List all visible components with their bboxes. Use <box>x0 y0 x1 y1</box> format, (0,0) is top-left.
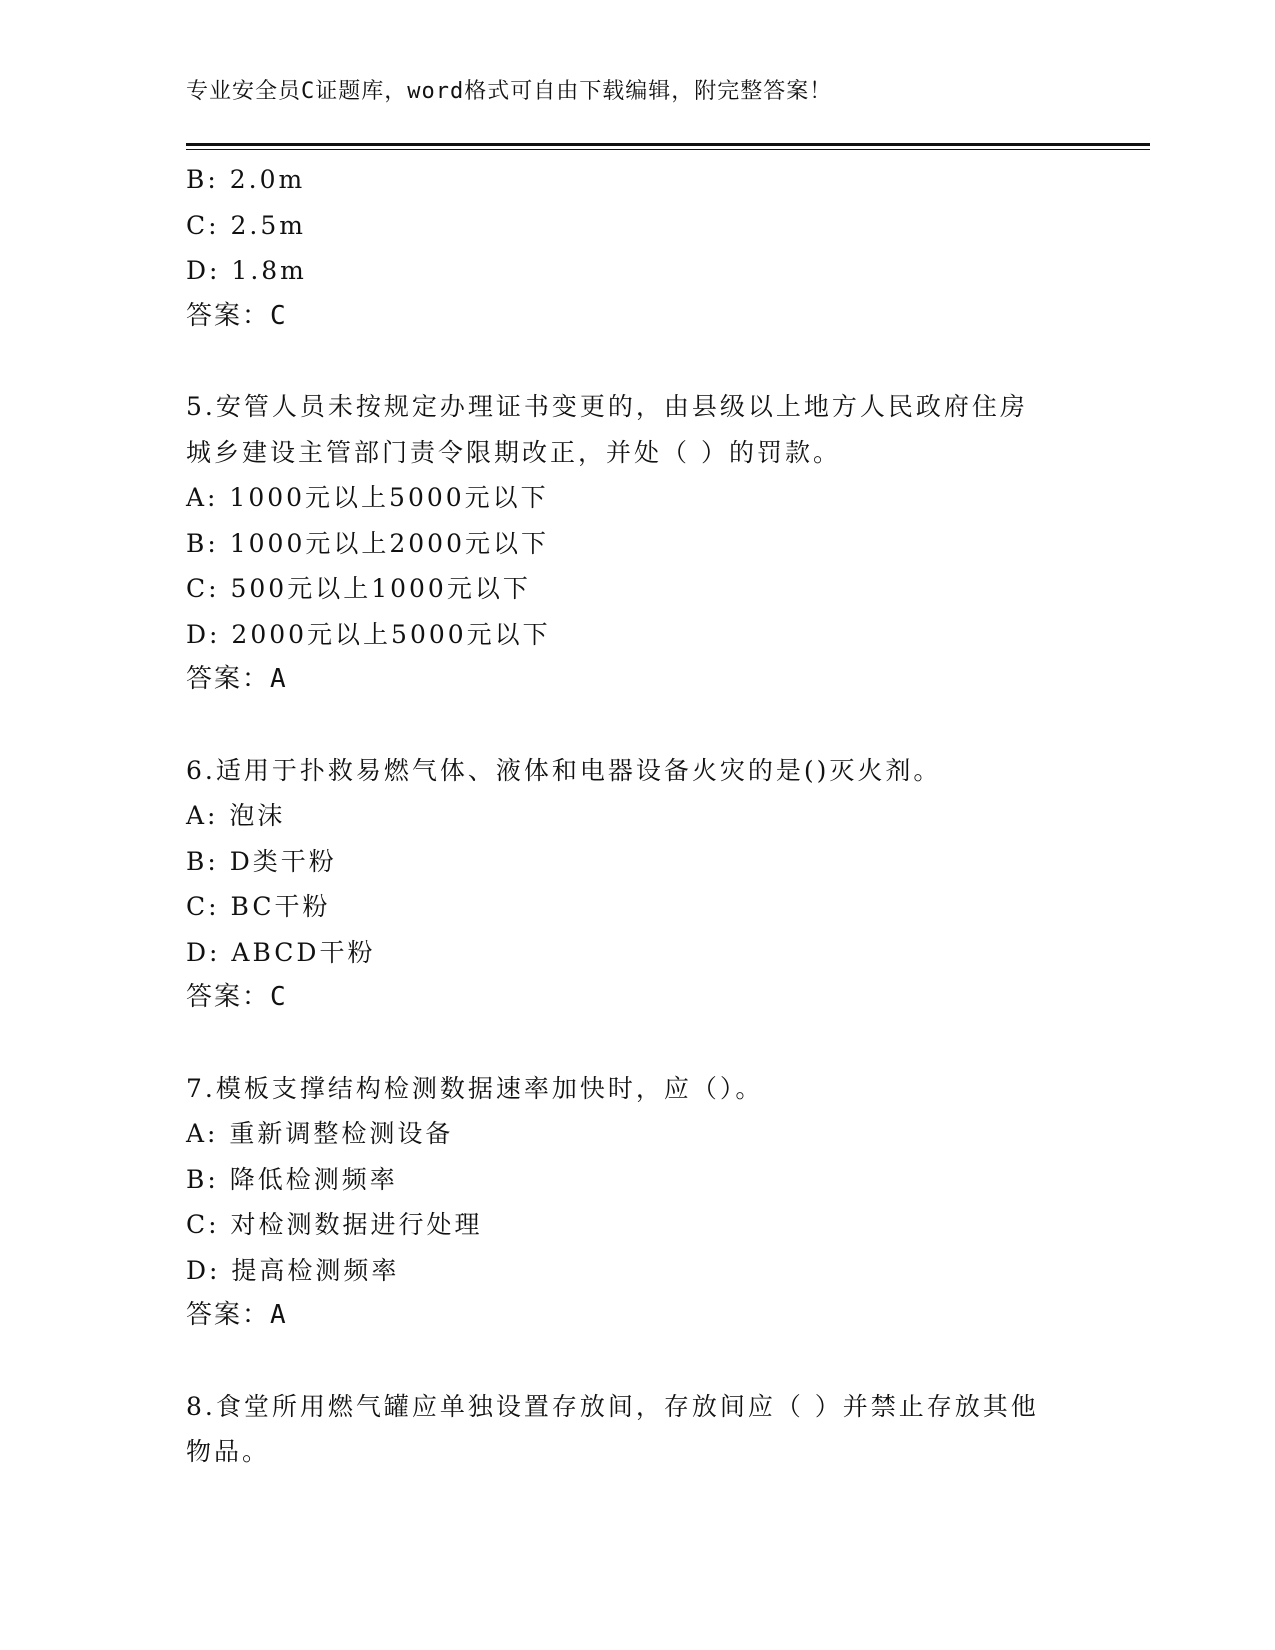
question-text: 5.安管人员未按规定办理证书变更的，由县级以上地方人民政府住房 <box>186 392 1028 421</box>
question-block <box>186 1066 1086 1339</box>
answer: 答案：C <box>186 982 288 1012</box>
option: B: D类干粉 <box>186 846 337 876</box>
option: B: 1000元以上2000元以下 <box>186 528 549 558</box>
option: C: BC干粉 <box>186 892 331 921</box>
question-text: 6.适用于扑救易燃气体、液体和电器设备火灾的是()灭火剂。 <box>186 755 942 785</box>
option: D: ABCD干粉 <box>186 937 376 967</box>
option: C: 500元以上1000元以下 <box>186 574 531 603</box>
option: B: 降低检测频率 <box>186 1164 398 1194</box>
option: A: 重新调整检测设备 <box>186 1119 454 1148</box>
option: D: 2000元以上5000元以下 <box>186 619 551 649</box>
question-text: 7.模板支撑结构检测数据速率加快时，应（）。 <box>186 1073 764 1103</box>
header-rule <box>186 143 1150 146</box>
answer: 答案：C <box>186 300 288 331</box>
answer: 答案：A <box>186 1300 288 1330</box>
page-header: 专业安全员C证题库，word格式可自由下载编辑，附完整答案！ <box>186 79 833 104</box>
question-text: 物品。 <box>186 1437 271 1466</box>
option: C: 对检测数据进行处理 <box>186 1210 483 1239</box>
option: B: 2.0m <box>186 165 306 194</box>
option: D: 1.8m <box>186 256 307 285</box>
question-text: 8.食堂所用燃气罐应单独设置存放间，存放间应（ ）并禁止存放其他 <box>186 1391 1039 1421</box>
answer: 答案：A <box>186 664 288 694</box>
option: D: 提高检测频率 <box>186 1255 400 1285</box>
question-block <box>186 748 1086 1021</box>
header-rule-thin <box>186 149 1150 150</box>
question-block <box>186 157 1086 339</box>
option: A: 1000元以上5000元以下 <box>186 483 549 512</box>
question-block <box>186 384 1086 703</box>
question-block <box>186 1384 1086 1475</box>
option: C: 2.5m <box>186 210 306 240</box>
option: A: 泡沫 <box>186 801 286 830</box>
question-text: 城乡建设主管部门责令限期改正，并处（ ）的罚款。 <box>186 437 841 467</box>
question-list <box>186 157 1086 1475</box>
